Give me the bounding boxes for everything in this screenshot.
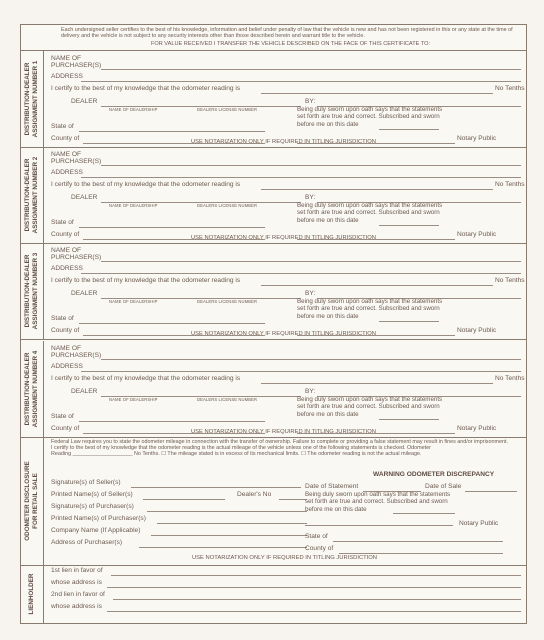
signature-sellers-field[interactable] (131, 487, 301, 488)
assignment-label-line1: DISTRIBUTION-DEALER (24, 254, 31, 328)
state-of-field[interactable] (79, 421, 265, 422)
purchaser-name-field[interactable] (101, 261, 521, 262)
name-of-label: NAME OF (51, 247, 82, 254)
notary-public-label: Notary Public (457, 425, 497, 432)
odometer-disclosure-label (21, 437, 44, 565)
disclosure-sworn-statement (305, 491, 450, 513)
second-lien-field[interactable] (113, 599, 521, 600)
disclosure-sworn-line2: set forth are true and correct. Subscribed and sworn (305, 498, 448, 506)
sworn-date-field[interactable] (379, 225, 439, 226)
sworn-date-field[interactable] (379, 419, 439, 420)
disclosure-intro (51, 439, 520, 457)
assignment-label-line2: ASSIGNMENT NUMBER 2 (32, 156, 39, 234)
assignment-section-3 (21, 243, 526, 340)
notarization-notice: USE NOTARIZATION ONLY IF REQUIRED IN TITLING JURISDICTION (191, 429, 376, 435)
sworn-line2: set forth are true and correct. Subscribed and sworn (297, 403, 440, 411)
disclosure-intro-line3: Reading ____________________ No Tenths. ☐ The mileage stated is in excess of its mechanical limits. ☐ The odometer reading is not the actual mileage. (51, 451, 422, 457)
intro-block (21, 25, 526, 51)
county-of-label: County of (51, 135, 80, 142)
dealers-license-caption: DEALERS LICENSE NUMBER (197, 299, 258, 304)
printed-sellers-field[interactable] (143, 499, 225, 500)
purchaser-name-field[interactable] (101, 165, 521, 166)
state-of-field[interactable] (79, 323, 265, 324)
sworn-line1: Being duly sworn upon oath says that the statements (297, 106, 443, 113)
disclosure-notarization-notice: USE NOTARIZATION ONLY IF REQUIRED IN TITLING JURISDICTION (192, 555, 377, 561)
disclosure-notary-public-label: Notary Public (459, 520, 499, 527)
purchasers-label: PURCHASER(S) (51, 352, 102, 359)
address-purchasers-field[interactable] (139, 547, 307, 548)
signature-purchasers-label: Signature(s) of Purchaser(s) (51, 503, 134, 510)
sworn-statement (297, 298, 442, 320)
sworn-line1: Being duly sworn upon oath says that the statements (297, 396, 443, 403)
address-label: ADDRESS (51, 363, 83, 370)
state-of-label: State of (51, 123, 74, 130)
name-of-dealership-caption: NAME OF DEALERSHIP (109, 299, 158, 304)
assignment-label-4 (21, 341, 44, 437)
signature-purchasers-field[interactable] (147, 511, 307, 512)
no-tenths-label: No Tenths (495, 375, 525, 382)
title-reassignment-form (20, 24, 527, 624)
sworn-line1: Being duly sworn upon oath says that the statements (297, 298, 443, 305)
sworn-line1: Being duly sworn upon oath says that the statements (297, 202, 443, 209)
state-of-label: State of (51, 413, 74, 420)
dealers-no-label: Dealer's No (237, 491, 272, 498)
company-name-label: Company Name (If Applicable) (51, 527, 141, 534)
dealers-license-caption: DEALERS LICENSE NUMBER (197, 203, 258, 208)
dealers-no-field[interactable] (279, 499, 307, 500)
assignment-label-line2: ASSIGNMENT NUMBER 1 (32, 60, 39, 138)
assignment-label-1 (21, 51, 44, 147)
purchaser-address-field[interactable] (81, 371, 521, 372)
transfer-statement: FOR VALUE RECEIVED I TRANSFER THE VEHICLE DESCRIBED ON THE FACE OF THIS CERTIFICATE TO: (150, 41, 431, 48)
disclosure-sworn-line3: before me on this date (305, 505, 367, 513)
state-of-field[interactable] (79, 131, 265, 132)
sworn-line3: before me on this date (297, 216, 359, 224)
notary-public-label: Notary Public (457, 231, 497, 238)
purchaser-address-field[interactable] (81, 273, 521, 274)
assignment-label-line2: ASSIGNMENT NUMBER 4 (32, 350, 39, 428)
sworn-line2: set forth are true and correct. Subscribed and sworn (297, 113, 440, 121)
lienholder-label-text: LIENHOLDER (28, 573, 35, 615)
name-of-dealership-caption: NAME OF DEALERSHIP (109, 107, 158, 112)
sworn-line3: before me on this date (297, 312, 359, 320)
disclosure-state-label: State of (305, 533, 328, 540)
sworn-date-field[interactable] (379, 129, 439, 130)
purchaser-name-field[interactable] (101, 69, 521, 70)
purchaser-address-field[interactable] (81, 177, 521, 178)
sworn-statement (297, 396, 442, 418)
signature-sellers-label: Signature(s) of Seller(s) (51, 479, 121, 486)
odometer-reading-field[interactable] (261, 383, 493, 384)
disclosure-county-label: County of (305, 545, 334, 552)
dealer-label: DEALER (71, 98, 98, 105)
state-of-label: State of (51, 219, 74, 226)
no-tenths-label: No Tenths (495, 181, 525, 188)
seller-certification-text: Each undersigned seller certifies to the best of his knowledge, information and belief under penalty of law that the vehicle is new and has not been registered in this or any state at the time of delivery and the vehicle is not subject to any security interests other than those described herein and warrant title to the vehicle. (61, 27, 513, 40)
company-name-field[interactable] (151, 535, 307, 536)
odometer-certify-text: I certify to the best of my knowledge that the odometer reading is (51, 375, 241, 382)
by-label: BY: (305, 98, 316, 105)
notarization-notice: USE NOTARIZATION ONLY IF REQUIRED IN TITLING JURISDICTION (191, 139, 376, 145)
sworn-statement (297, 106, 442, 128)
disclosure-label-line1: ODOMETER DISCLOSURE (24, 461, 31, 541)
notary-public-label: Notary Public (457, 327, 497, 334)
county-of-label: County of (51, 327, 80, 334)
odometer-reading-field[interactable] (261, 93, 493, 94)
by-label: BY: (305, 194, 316, 201)
purchasers-label: PURCHASER(S) (51, 254, 102, 261)
address-purchasers-label: Address of Purchaser(s) (51, 539, 123, 546)
county-of-label: County of (51, 425, 80, 432)
assignment-label-3 (21, 243, 44, 339)
disclosure-intro-line1: Federal Law requires you to state the odometer mileage in connection with the transfer of ownership. Failure to complete or providing a false statement may result in fines and/or imprisonment. (51, 439, 508, 445)
second-lien-label: 2nd lien in favor of (51, 591, 105, 598)
assignment-label-line1: DISTRIBUTION-DEALER (24, 158, 31, 232)
by-label: BY: (305, 388, 316, 395)
state-of-label: State of (51, 315, 74, 322)
disclosure-sworn-line1: Being duly sworn upon oath says that the statements (305, 491, 451, 498)
state-of-field[interactable] (79, 227, 265, 228)
first-lien-label: 1st lien in favor of (51, 567, 103, 574)
purchaser-name-field[interactable] (101, 359, 521, 360)
warning-odometer-discrepancy: WARNING ODOMETER DISCREPANCY (373, 471, 495, 478)
second-lien-address-label: whose address is (51, 603, 102, 610)
disclosure-county-field[interactable] (339, 553, 503, 554)
sworn-statement (297, 202, 442, 224)
dealer-label: DEALER (71, 290, 98, 297)
assignment-label-line1: DISTRIBUTION-DEALER (24, 62, 31, 136)
no-tenths-label: No Tenths (495, 277, 525, 284)
printed-purchasers-label: Printed Name(s) of Purchaser(s) (51, 515, 146, 522)
notary-public-label: Notary Public (457, 135, 497, 142)
disclosure-label-line2: FOR RETAIL SALE (32, 473, 39, 529)
purchasers-label: PURCHASER(S) (51, 158, 102, 165)
second-lien-address-field[interactable] (107, 611, 521, 612)
odometer-certify-text: I certify to the best of my knowledge that the odometer reading is (51, 181, 241, 188)
address-label: ADDRESS (51, 169, 83, 176)
assignment-section-1 (21, 51, 526, 148)
assignment-section-2 (21, 147, 526, 244)
name-of-label: NAME OF (51, 55, 82, 62)
assignment-label-line1: DISTRIBUTION-DEALER (24, 352, 31, 426)
dealer-label: DEALER (71, 194, 98, 201)
dealers-license-caption: DEALERS LICENSE NUMBER (197, 107, 258, 112)
sworn-line2: set forth are true and correct. Subscribed and sworn (297, 209, 440, 217)
odometer-disclosure-section (21, 437, 526, 566)
dealer-label: DEALER (71, 388, 98, 395)
assignment-label-2 (21, 147, 44, 243)
odometer-reading-field[interactable] (261, 189, 493, 190)
name-of-label: NAME OF (51, 151, 82, 158)
odometer-certify-text: I certify to the best of my knowledge that the odometer reading is (51, 277, 241, 284)
purchasers-label: PURCHASER(S) (51, 62, 102, 69)
printed-sellers-label: Printed Name(s) of Seller(s) (51, 491, 133, 498)
date-of-sale-field[interactable] (465, 491, 517, 492)
name-of-label: NAME OF (51, 345, 82, 352)
odometer-reading-field[interactable] (261, 285, 493, 286)
dealers-license-caption: DEALERS LICENSE NUMBER (197, 397, 258, 402)
printed-purchasers-field[interactable] (157, 523, 307, 524)
sworn-date-field[interactable] (379, 321, 439, 322)
address-label: ADDRESS (51, 265, 83, 272)
date-of-statement-label: Date of Statement (305, 483, 359, 490)
sworn-line2: set forth are true and correct. Subscribed and sworn (297, 305, 440, 313)
disclosure-notary-signature-field[interactable] (305, 525, 453, 526)
first-lien-address-field[interactable] (107, 587, 521, 588)
lienholder-section (21, 565, 526, 623)
county-of-label: County of (51, 231, 80, 238)
no-tenths-label: No Tenths (495, 85, 525, 92)
disclosure-sworn-date-field[interactable] (393, 513, 455, 514)
purchaser-address-field[interactable] (81, 81, 521, 82)
notarization-notice: USE NOTARIZATION ONLY IF REQUIRED IN TITLING JURISDICTION (191, 235, 376, 241)
sworn-line3: before me on this date (297, 120, 359, 128)
name-of-dealership-caption: NAME OF DEALERSHIP (109, 397, 158, 402)
disclosure-intro-line2: I certify to the best of my knowledge that the odometer reading is the actual mileage of the vehicle unless one of the following statements is checked. Odometer (51, 445, 431, 451)
disclosure-state-field[interactable] (333, 541, 503, 542)
first-lien-address-label: whose address is (51, 579, 102, 586)
name-of-dealership-caption: NAME OF DEALERSHIP (109, 203, 158, 208)
first-lien-field[interactable] (111, 575, 521, 576)
assignment-section-4 (21, 341, 526, 438)
lienholder-label (21, 565, 44, 623)
by-label: BY: (305, 290, 316, 297)
notarization-notice: USE NOTARIZATION ONLY IF REQUIRED IN TITLING JURISDICTION (191, 331, 376, 337)
date-of-sale-label: Date of Sale (425, 483, 462, 490)
sworn-line3: before me on this date (297, 410, 359, 418)
address-label: ADDRESS (51, 73, 83, 80)
assignment-label-line2: ASSIGNMENT NUMBER 3 (32, 252, 39, 330)
odometer-certify-text: I certify to the best of my knowledge that the odometer reading is (51, 85, 241, 92)
